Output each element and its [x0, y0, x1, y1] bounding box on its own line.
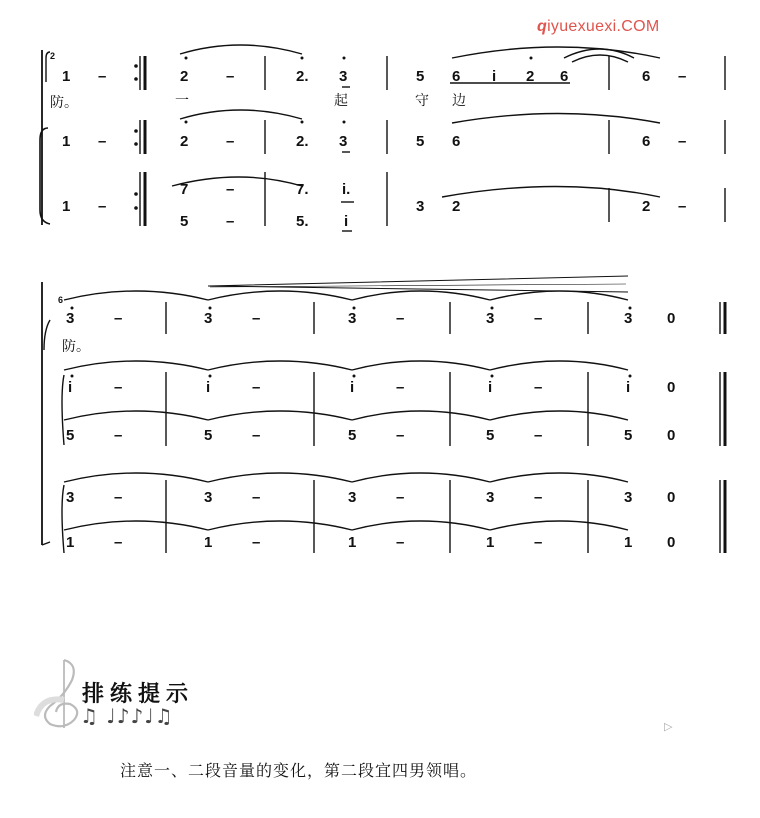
- s1r1-note: i: [492, 68, 497, 85]
- slur-s1-r3-a: [172, 177, 302, 186]
- s2r5-note: –: [114, 534, 123, 551]
- repeat-bar-row1: [140, 56, 145, 226]
- s1r2-note: 3: [339, 133, 348, 150]
- group-bracket-2: [62, 375, 64, 445]
- s1r2-note: 6: [642, 133, 651, 150]
- system2-brace-top: [44, 320, 50, 350]
- s1r1-note: –: [678, 68, 687, 85]
- system2-bracket-bottom: [42, 542, 50, 545]
- page-corner-mark: ▷: [664, 721, 673, 733]
- s1r3-note: 3: [416, 198, 425, 215]
- s2r4-note: 3: [348, 489, 357, 506]
- s2r1-note: 0: [667, 310, 676, 327]
- slur-s1-r1-a: [180, 45, 302, 54]
- s1r2-note: 1: [62, 133, 71, 150]
- s2r3-note: 5: [204, 427, 213, 444]
- s1r1-note: 6: [642, 68, 651, 85]
- s2r2-note: –: [396, 379, 405, 396]
- s2r5-note: 1: [348, 534, 357, 551]
- s1r1-note: 1: [62, 68, 71, 85]
- s1r1-note: 2.: [296, 68, 309, 85]
- s2r5-note: –: [396, 534, 405, 551]
- s2r4-note: –: [114, 489, 123, 506]
- s1r3-note: 1: [62, 198, 71, 215]
- s1r3-note: i: [344, 213, 349, 230]
- s2r5-note: 0: [667, 534, 676, 551]
- s2-measure-mark: 6: [58, 295, 64, 305]
- s2r4-note: 3: [66, 489, 75, 506]
- s2r5-note: –: [252, 534, 261, 551]
- s2r3-note: 5: [624, 427, 633, 444]
- s1r1-note: –: [98, 68, 107, 85]
- s1r1-note: 6: [560, 68, 569, 85]
- s2r2-note: –: [534, 379, 543, 396]
- slur-s1-r2-a: [180, 110, 302, 119]
- s1-lyric: 一: [175, 93, 189, 109]
- s2r3-note: –: [396, 427, 405, 444]
- s1r3-note: –: [226, 213, 235, 230]
- s2r2-note: i: [206, 379, 211, 396]
- s1-lyric: 守: [415, 93, 429, 109]
- s2r5-note: 1: [486, 534, 495, 551]
- s2r2-note: –: [114, 379, 123, 396]
- s1r3-note: 5: [180, 213, 189, 230]
- s2r4-note: 3: [624, 489, 633, 506]
- watermark-lead: q: [537, 18, 548, 35]
- slur-s1-r2-b: [452, 114, 660, 124]
- s1-lyric: 防。: [50, 95, 78, 111]
- watermark-rest: iyuexuexi.COM: [547, 18, 660, 35]
- s2r5-note: 1: [624, 534, 633, 551]
- s2r2-note: i: [350, 379, 355, 396]
- s1-measure-mark: 2: [50, 51, 56, 61]
- s1r2-note: –: [226, 133, 235, 150]
- s2r4-note: –: [252, 489, 261, 506]
- s2r3-note: 5: [66, 427, 75, 444]
- s1r3-note: –: [226, 181, 235, 198]
- rehearsal-tips-text: 注意一、二段音量的变化，第二段宜四男领唱。: [120, 761, 478, 780]
- s1r1-note: –: [226, 68, 235, 85]
- s1r1-note: 5: [416, 68, 425, 85]
- slur-s1-r1-c: [564, 49, 634, 58]
- s2r3-note: 0: [667, 427, 676, 444]
- s2r5-note: –: [534, 534, 543, 551]
- s2r1-note: –: [396, 310, 405, 327]
- crescendo-hairpin: [208, 276, 628, 292]
- s2r3-note: –: [252, 427, 261, 444]
- s1r3-note: i.: [342, 181, 351, 198]
- s1r3-note: 7: [180, 181, 189, 198]
- s1r2-note: 5: [416, 133, 425, 150]
- s2r1-note: –: [252, 310, 261, 327]
- slur-s1-r1-d: [572, 55, 628, 62]
- s2r1-note: –: [114, 310, 123, 327]
- s1r1-note: 2: [180, 68, 189, 85]
- s2r2-note: i: [626, 379, 631, 396]
- ties-system2: [64, 291, 631, 530]
- s2r4-note: 3: [486, 489, 495, 506]
- s1r2-note: 2: [180, 133, 189, 150]
- barlines-system2: [166, 302, 725, 553]
- s2r4-note: –: [396, 489, 405, 506]
- s2r1-note: 3: [486, 310, 495, 327]
- s1r2-note: 2.: [296, 133, 309, 150]
- s1r2-note: –: [98, 133, 107, 150]
- s1r1-note: 3: [339, 68, 348, 85]
- s1r3-note: –: [98, 198, 107, 215]
- s1r3-note: 7.: [296, 181, 309, 198]
- s1r3-note: –: [678, 198, 687, 215]
- s2r4-note: –: [534, 489, 543, 506]
- s2r1-note: 3: [624, 310, 633, 327]
- s1r1-note: 6: [452, 68, 461, 85]
- s2r5-note: 1: [66, 534, 75, 551]
- s1r2-note: 6: [452, 133, 461, 150]
- s1-lyric: 起: [334, 93, 348, 109]
- s2r1-note: 3: [66, 310, 75, 327]
- s2-lyric: 防。: [62, 339, 90, 355]
- slur-s1-r3-b: [442, 187, 660, 198]
- s1r2-note: –: [678, 133, 687, 150]
- s1r3-note: 2: [642, 198, 651, 215]
- s2r2-note: i: [488, 379, 493, 396]
- s1-lyric: 边: [452, 93, 466, 109]
- s2r4-note: 3: [204, 489, 213, 506]
- s2r1-note: 3: [204, 310, 213, 327]
- s1r1-note: 2: [526, 68, 535, 85]
- s2r5-note: 1: [204, 534, 213, 551]
- s2r3-note: –: [114, 427, 123, 444]
- s2r1-note: –: [534, 310, 543, 327]
- s2r3-note: –: [534, 427, 543, 444]
- s2r2-note: 0: [667, 379, 676, 396]
- s2r1-note: 3: [348, 310, 357, 327]
- music-notes-icon: ♫ ♩♪♪♩♫: [80, 704, 174, 728]
- slur-s1-r1-b: [452, 47, 660, 58]
- s2r4-note: 0: [667, 489, 676, 506]
- s2r2-note: i: [68, 379, 73, 396]
- group-bracket-3: [62, 485, 64, 553]
- s2r3-note: 5: [486, 427, 495, 444]
- rehearsal-tips-title: 排练提示: [82, 682, 195, 707]
- s1r3-note: 2: [452, 198, 461, 215]
- s2r2-note: –: [252, 379, 261, 396]
- s2r3-note: 5: [348, 427, 357, 444]
- s1r3-note: 5.: [296, 213, 309, 230]
